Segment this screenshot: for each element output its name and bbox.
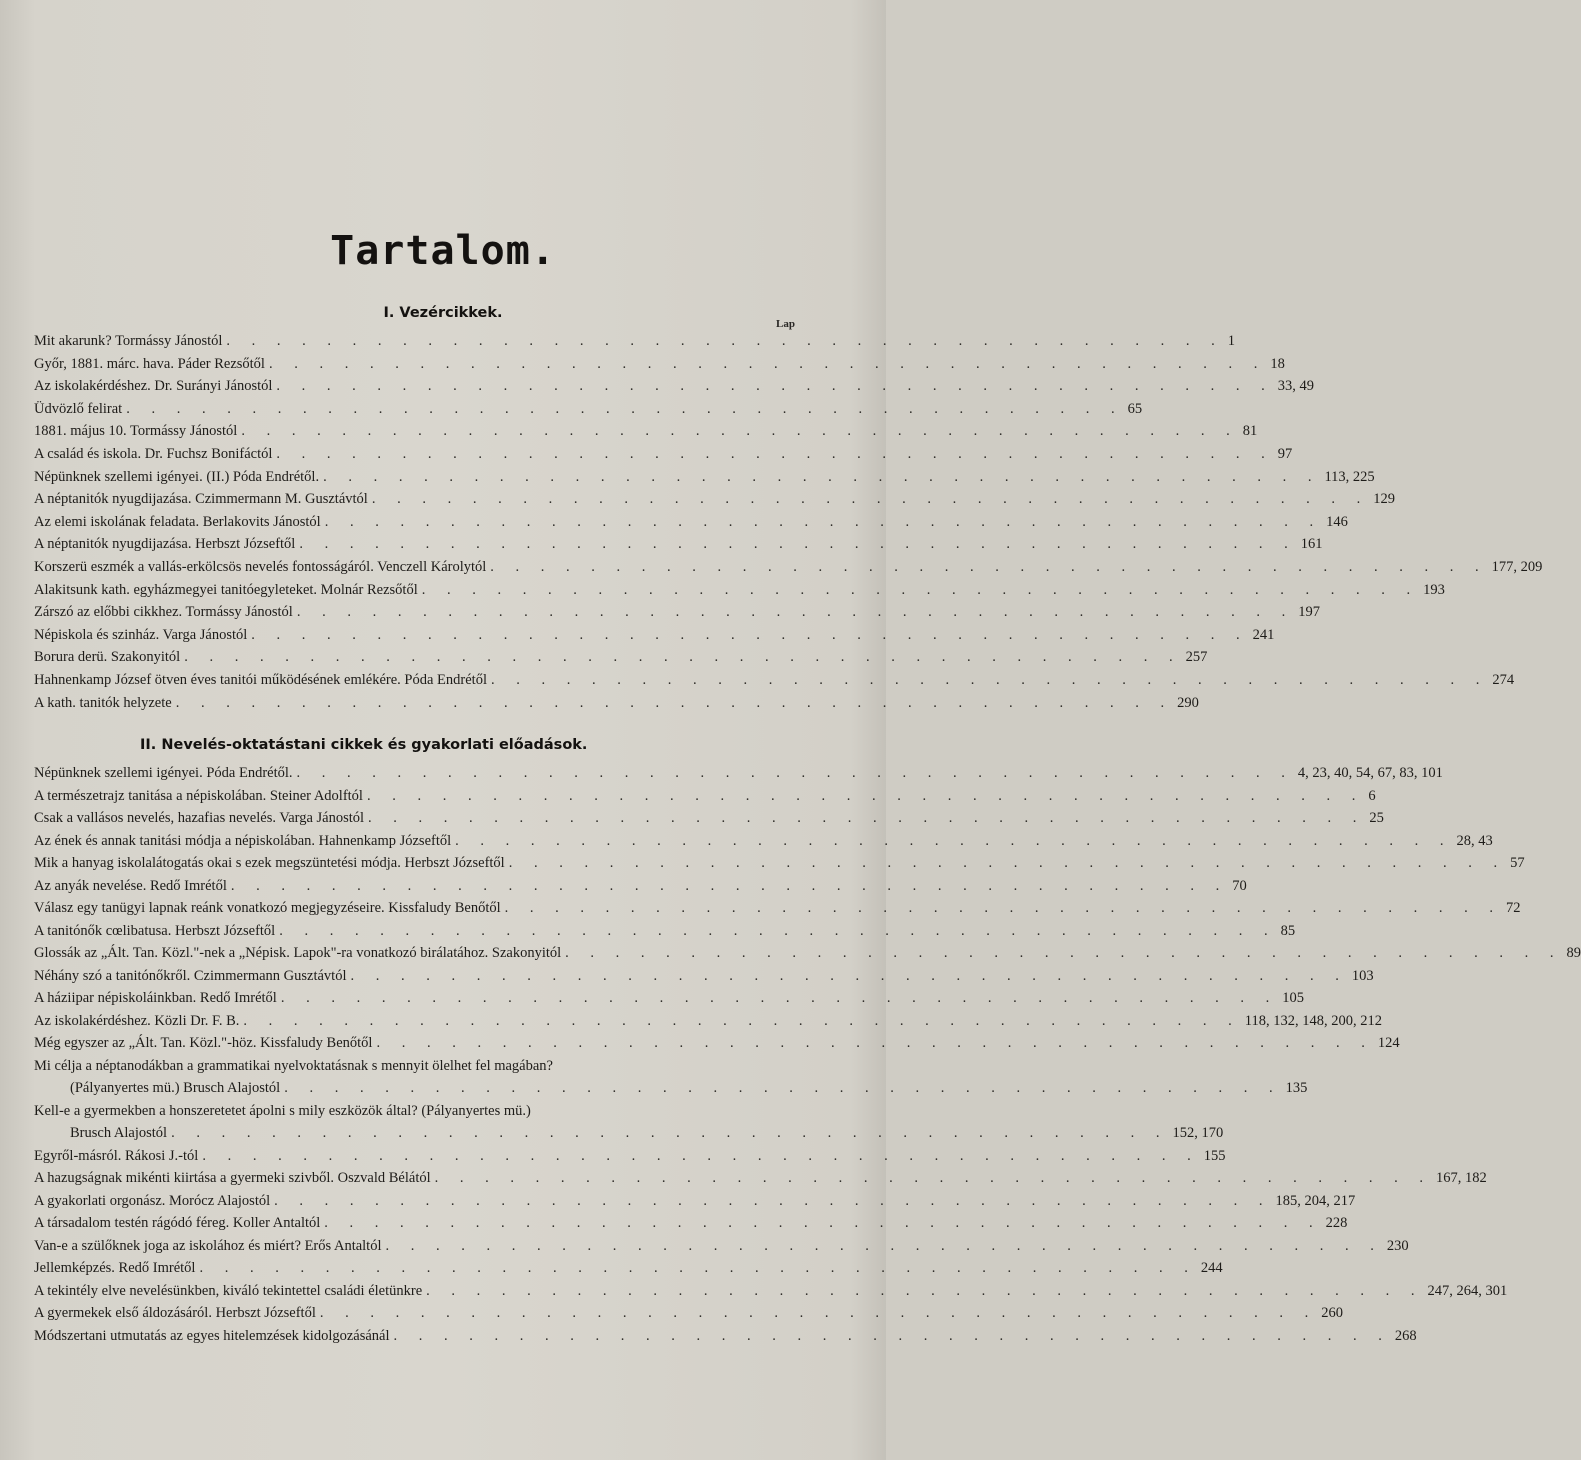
leader-dots: . . . . . . . . . . . . . . . . . . . . . . . . . . . . . . . . . . . . . . . . (184, 649, 1182, 666)
toc-entry-pages: 33, 49 (1277, 378, 1315, 395)
toc-entry (34, 1100, 794, 1122)
leader-dots: . . . . . . . . . . . . . . . . . . . . . . . . . . . . . . . . . . . . . . . . (350, 967, 1348, 984)
toc-entry-pages: 241 (1252, 626, 1275, 643)
leader-dots: . . . . . . . . . . . . . . . . . . . . . . . . . . . . . . . . . . . . . . . . (230, 877, 1229, 894)
toc-entry-title: Válasz egy tanügyi lapnak reánk vonatkozó megjegyzéseire. Kissfaludy Benőtől (34, 900, 501, 916)
toc-entry (34, 375, 1315, 397)
toc-entry (34, 987, 1304, 1009)
leader-dots: . . . . . . . . . . . . . . . . . . . . . . . . . . . . . . . . . . . . . . . . (376, 1035, 1374, 1051)
page-title: Tartalom. (330, 228, 556, 274)
toc-entry-pages: 155 (1203, 1147, 1226, 1164)
toc-entry-title: A család és iskola. Dr. Fuchsz Bonifáctól (34, 446, 273, 462)
toc-entry-title: Üdvözlő felirat (34, 400, 123, 417)
toc-entry-title: Csak a vallásos nevelés, hazafias nevelés. Varga Jánostól (34, 810, 365, 826)
leader-dots: . . . . . . . . . . . . . . . . . . . . . . . . . . . . . . . . . . . . . . . . (504, 900, 1503, 916)
toc-entry-pages: 230 (1386, 1237, 1409, 1254)
toc-entry-pages: 135 (1285, 1080, 1308, 1096)
section-heading-1: I. Vezércikkek. (383, 305, 503, 321)
leader-dots: . . . . . . . . . . . . . . . . . . . . . . . . . . . . . . . . . . . . . . . . (490, 559, 1488, 575)
leader-dots: . . . . . . . . . . . . . . . . . . . . . . . . . . . . . . . . . . . . . . . . (426, 1282, 1424, 1299)
toc-entry-title: A hazugságnak mikénti kiirtása a gyermeki szivből. Oszvald Bélától (34, 1170, 431, 1186)
toc-entry-title: Alakitsunk kath. egyházmegyei tanitóegyleteket. Molnár Rezsőtől (34, 581, 418, 598)
leader-dots: . . . . . . . . . . . . . . . . . . . . . . . . . . . . . . . . . . . . . . . . (274, 1192, 1272, 1209)
toc-entry (34, 785, 1376, 807)
toc-entry-pages: 118, 132, 148, 200, 212 (1244, 1012, 1383, 1029)
leader-dots: . . . . . . . . . . . . . . . . . . . . . . . . . . . . . . . . . . . . . . . . (324, 1215, 1322, 1231)
toc-entry (34, 1302, 1343, 1324)
toc-entry (34, 807, 1384, 829)
leader-dots: . . . . . . . . . . . . . . . . . . . . . . . . . . . . . . . . . . . . . . . . (268, 355, 1267, 372)
toc-entry-title: A gyermekek első áldozásáról. Herbszt Józseftől (34, 1305, 316, 1321)
toc-entry-title: Még egyszer az „Ált. Tan. Közl."-höz. Kissfaludy Benőtől (34, 1035, 373, 1051)
section-heading-2: II. Nevelés-oktatástani cikkek és gyakorlati előadások. (140, 737, 588, 753)
toc-entry (34, 1257, 1223, 1279)
leader-dots: . . . . . . . . . . . . . . . . . . . . . . . . . . . . . . . . . . . . . . . . (296, 765, 1294, 781)
toc-entry-title: (Pályanyertes mü.) Brusch Alajostól (70, 1080, 281, 1096)
toc-entry (34, 1145, 1226, 1167)
leader-dots: . . . . . . . . . . . . . . . . . . . . . . . . . . . . . . . . . . . . . . . . (371, 491, 1370, 508)
toc-entry (34, 398, 1143, 420)
leader-dots: . . . . . . . . . . . . . . . . . . . . . . . . . . . . . . . . . . . . . . . . (175, 694, 1174, 711)
toc-entry (34, 443, 1293, 465)
toc-entry (34, 579, 1445, 601)
leader-dots: . . . . . . . . . . . . . . . . . . . . . . . . . . . . . . . . . . . . . . . . (565, 945, 1563, 961)
toc-entry (34, 533, 1323, 555)
toc-entry-pages: 197 (1298, 604, 1320, 621)
toc-entry-pages: 161 (1300, 536, 1323, 553)
toc-entry-pages: 260 (1321, 1305, 1343, 1321)
leader-dots: . . . . . . . . . . . . . . . . . . . . . . . . . . . . . . . . . . . . . . . . (323, 468, 1321, 485)
toc-entry-title: Az ének és annak tanitási módja a népiskolában. Hahnenkamp Józseftől (34, 832, 452, 849)
toc-entry-title: Népiskola és szinház. Varga Jánostól (34, 626, 248, 643)
toc-entry-pages: 228 (1325, 1215, 1348, 1231)
toc-entry (34, 353, 1285, 375)
toc-entry-pages: 28, 43 (1456, 832, 1493, 849)
toc-entry-pages: 81 (1242, 423, 1258, 440)
toc-entry-pages: 103 (1351, 967, 1374, 984)
toc-entry (34, 420, 1258, 442)
toc-entry-title: Mik a hanyag iskolalátogatás okai s ezek megszüntetési módja. Herbszt Józseftől (34, 855, 505, 871)
toc-entry (34, 646, 1208, 668)
toc-entry-title: Győr, 1881. márc. hava. Páder Rezsőtől (34, 355, 265, 372)
toc-entry-title: Kell-e a gyermekben a honszeretetet ápolni s mily eszközök által? (Pályanyertes mü.) (34, 1102, 531, 1119)
leader-dots: . . . . . . . . . . . . . . . . . . . . . . . . . . . . . . . . . . . . . . . . (393, 1327, 1391, 1344)
toc-entry (34, 830, 1493, 852)
toc-entry-title: Az elemi iskolának feladata. Berlakovits Jánostól (34, 513, 321, 530)
toc-entry (34, 1032, 1400, 1054)
leader-dots: . . . . . . . . . . . . . . . . . . . . . . . . . . . . . . . . . . . . . . . . (251, 626, 1249, 643)
leader-dots: . . . . . . . . . . . . . . . . . . . . . . . . . . . . . . . . . . . . . . . . (243, 1012, 1241, 1029)
leader-dots: . . . . . . . . . . . . . . . . . . . . . . . . . . . . . . . . . . . . . . . . (241, 423, 1239, 440)
toc-entry-title: Borura derü. Szakonyitól (34, 649, 181, 666)
leader-dots: . . . . . . . . . . . . . . . . . . . . . . . . . . . . . . . . . . . . . . . . (366, 787, 1365, 804)
toc-entry (34, 897, 1521, 919)
toc-entry-title: A társadalom testén rágódó féreg. Koller Antaltól (34, 1215, 321, 1231)
toc-entry (34, 624, 1275, 646)
toc-entry-title: Az anyák nevelése. Redő Imrétől (34, 877, 227, 894)
leader-dots: . . . . . . . . . . . . . . . . . . . . . . . . . . . . . . . . . . . . . . . . (171, 1125, 1169, 1141)
toc-entry-pages: 185, 204, 217 (1275, 1192, 1356, 1209)
leader-dots: . . . . . . . . . . . . . . . . . . . . . . . . . . . . . . . . . . . . . . . . (202, 1147, 1200, 1164)
toc-entry-pages: 65 (1127, 400, 1143, 417)
toc-entry-pages: 152, 170 (1172, 1125, 1224, 1141)
toc-entry (34, 1167, 1487, 1189)
toc-entry-title: A természetrajz tanitása a népiskolában. Steiner Adolftól (34, 787, 363, 804)
leader-dots: . . . . . . . . . . . . . . . . . . . . . . . . . . . . . . . . . . . . . . . . (490, 672, 1489, 688)
toc-entry (34, 1212, 1348, 1234)
toc-entry-title: Van-e a szülőknek joga az iskolához és miért? Erős Antaltól (34, 1237, 382, 1254)
toc-entry (34, 942, 1581, 964)
leader-dots: . . . . . . . . . . . . . . . . . . . . . . . . . . . . . . . . . . . . . . . . (199, 1260, 1197, 1276)
toc-entry-title: Glossák az „Ált. Tan. Közl."-nek a „Népisk. Lapok"-ra vonatkozó birálatához. Szakonyitól (34, 945, 562, 961)
toc-entry-pages: 113, 225 (1324, 468, 1375, 485)
leader-dots: . . . . . . . . . . . . . . . . . . . . . . . . . . . . . . . . . . . . . . . . (319, 1305, 1318, 1321)
toc-entry-title: Brusch Alajostól (70, 1125, 168, 1141)
leader-dots: . . . . . . . . . . . . . . . . . . . . . . . . . . . . . . . . . . . . . . . . (276, 378, 1274, 395)
toc-entry (34, 1055, 794, 1077)
toc-entry-title: Korszerü eszmék a vallás-erkölcsös nevelés fontosságáról. Venczell Károlytól (34, 559, 487, 575)
toc-entry-pages: 57 (1510, 855, 1525, 871)
leader-dots: . . . . . . . . . . . . . . . . . . . . . . . . . . . . . . . . . . . . . . . . (434, 1170, 1433, 1186)
toc-entry-pages: 124 (1377, 1035, 1400, 1051)
toc-entry (34, 965, 1374, 987)
toc-entry-pages: 97 (1277, 446, 1293, 462)
toc-entry (34, 875, 1247, 897)
toc-entry-title: Hahnenkamp József ötven éves tanitói működésének emlékére. Póda Endrétől (34, 672, 487, 688)
toc-entry-pages: 274 (1492, 672, 1515, 688)
toc-entry (34, 330, 1236, 352)
leader-dots: . . . . . . . . . . . . . . . . . . . . . . . . . . . . . . . . . . . . . . . . (280, 990, 1279, 1006)
toc-entry (34, 1235, 1409, 1257)
toc-entry-title: Néhány szó a tanitónőkről. Czimmermann Gusztávtól (34, 967, 347, 984)
toc-entry-pages: 268 (1394, 1327, 1417, 1344)
page-column-label: Lap (776, 318, 795, 330)
toc-entry-pages: 244 (1200, 1260, 1223, 1276)
toc-entry (34, 1190, 1356, 1212)
toc-entry-pages: 18 (1270, 355, 1285, 372)
leader-dots: . . . . . . . . . . . . . . . . . . . . . . . . . . . . . . . . . . . . . . . . (508, 855, 1507, 871)
toc-entry (34, 488, 1395, 510)
toc-entry-title: A tekintély elve nevelésünkben, kiváló tekintettel családi életünkre (34, 1282, 423, 1299)
toc-entry (34, 669, 1515, 691)
toc-entry-pages: 146 (1326, 513, 1348, 530)
leader-dots: . . . . . . . . . . . . . . . . . . . . . . . . . . . . . . . . . . . . . . . . (284, 1080, 1282, 1096)
leader-dots: . . . . . . . . . . . . . . . . . . . . . . . . . . . . . . . . . . . . . . . . (299, 536, 1297, 553)
toc-entry (34, 1280, 1508, 1302)
toc-entry-title: A tanitónők cœlibatusa. Herbszt Józseftől (34, 922, 276, 939)
toc-entry-pages: 177, 209 (1491, 559, 1543, 575)
toc-entry-title: Mit akarunk? Tormássy Jánostól (34, 333, 223, 349)
toc-entry-title: Népünknek szellemi igényei. Póda Endrétől. (34, 765, 293, 781)
toc-entry (34, 920, 1296, 942)
leader-dots: . . . . . . . . . . . . . . . . . . . . . . . . . . . . . . . . . . . . . . . . (226, 333, 1224, 349)
toc-entry-title: A háziipar népiskoláinkban. Redő Imrétől (34, 990, 277, 1006)
toc-entry-title: Az iskolakérdéshez. Közli Dr. F. B. (34, 1012, 240, 1029)
toc-entry-title: Egyről-másról. Rákosi J.-tól (34, 1147, 199, 1164)
toc-entry-title: A kath. tanitók helyzete (34, 694, 172, 711)
toc-entry (34, 762, 1443, 784)
toc-entry-title: Jellemképzés. Redő Imrétől (34, 1260, 196, 1276)
toc-entry-title: Módszertani utmutatás az egyes hitelemzések kidolgozásánál (34, 1327, 390, 1344)
toc-entry-title: Zárszó az előbbi cikkhez. Tormássy Jánostól (34, 604, 293, 621)
toc-entry (34, 511, 1348, 533)
toc-entry-pages: 1 (1227, 333, 1236, 349)
toc-entry (34, 556, 1543, 578)
toc-entry (34, 601, 1320, 623)
toc-entry (34, 1010, 1383, 1032)
toc-entry-pages: 290 (1177, 694, 1199, 711)
toc-entry-pages: 25 (1369, 810, 1384, 826)
toc-entry (34, 1325, 1417, 1347)
leader-dots: . . . . . . . . . . . . . . . . . . . . . . . . . . . . . . . . . . . . . . . . (368, 810, 1366, 826)
leader-dots: . . . . . . . . . . . . . . . . . . . . . . . . . . . . . . . . . . . . . . . . (296, 604, 1295, 621)
leader-dots: . . . . . . . . . . . . . . . . . . . . . . . . . . . . . . . . . . . . . . . . (126, 400, 1124, 417)
toc-entry (34, 466, 1375, 488)
toc-entry-title: Mi célja a néptanodákban a grammatikai nyelvoktatásnak s mennyit ölelhet fel magában? (34, 1057, 553, 1074)
toc-entry (34, 852, 1525, 874)
toc-entry-pages: 4, 23, 40, 54, 67, 83, 101 (1297, 765, 1443, 781)
toc-entry-pages: 85 (1280, 922, 1296, 939)
toc-entry-pages: 105 (1282, 990, 1304, 1006)
toc-entry-title: Az iskolakérdéshez. Dr. Surányi Jánostól (34, 378, 273, 395)
leader-dots: . . . . . . . . . . . . . . . . . . . . . . . . . . . . . . . . . . . . . . . . (279, 922, 1277, 939)
toc-entry (34, 692, 1199, 714)
toc-entry-pages: 72 (1506, 900, 1521, 916)
leader-dots: . . . . . . . . . . . . . . . . . . . . . . . . . . . . . . . . . . . . . . . . (324, 513, 1323, 530)
toc-entry-pages: 193 (1423, 581, 1445, 598)
toc-entry-pages: 6 (1368, 787, 1376, 804)
leader-dots: . . . . . . . . . . . . . . . . . . . . . . . . . . . . . . . . . . . . . . . . (385, 1237, 1383, 1254)
toc-entry-pages: 129 (1373, 491, 1395, 508)
toc-entry-pages: 167, 182 (1436, 1170, 1487, 1186)
toc-entry-title: A gyakorlati orgonász. Morócz Alajostól (34, 1192, 271, 1209)
toc-entry-pages: 89 (1566, 945, 1581, 961)
toc-entry-pages: 247, 264, 301 (1427, 1282, 1508, 1299)
toc-entry-pages: 257 (1185, 649, 1208, 666)
leader-dots: . . . . . . . . . . . . . . . . . . . . . . . . . . . . . . . . . . . . . . . . (276, 446, 1274, 462)
toc-entry (70, 1077, 1308, 1099)
toc-entry-title: Népünknek szellemi igényei. (II.) Póda Endrétől. (34, 468, 320, 485)
leader-dots: . . . . . . . . . . . . . . . . . . . . . . . . . . . . . . . . . . . . . . . . (455, 832, 1453, 849)
toc-entry-title: A néptanitók nyugdijazása. Herbszt Józseftől (34, 536, 296, 553)
toc-entry (70, 1122, 1224, 1144)
toc-entry-title: 1881. május 10. Tormássy Jánostól (34, 423, 238, 440)
toc-entry-pages: 70 (1232, 877, 1247, 894)
leader-dots: . . . . . . . . . . . . . . . . . . . . . . . . . . . . . . . . . . . . . . . . (421, 581, 1420, 598)
toc-entry-title: A néptanitók nyugdijazása. Czimmermann M. Gusztávtól (34, 491, 368, 508)
